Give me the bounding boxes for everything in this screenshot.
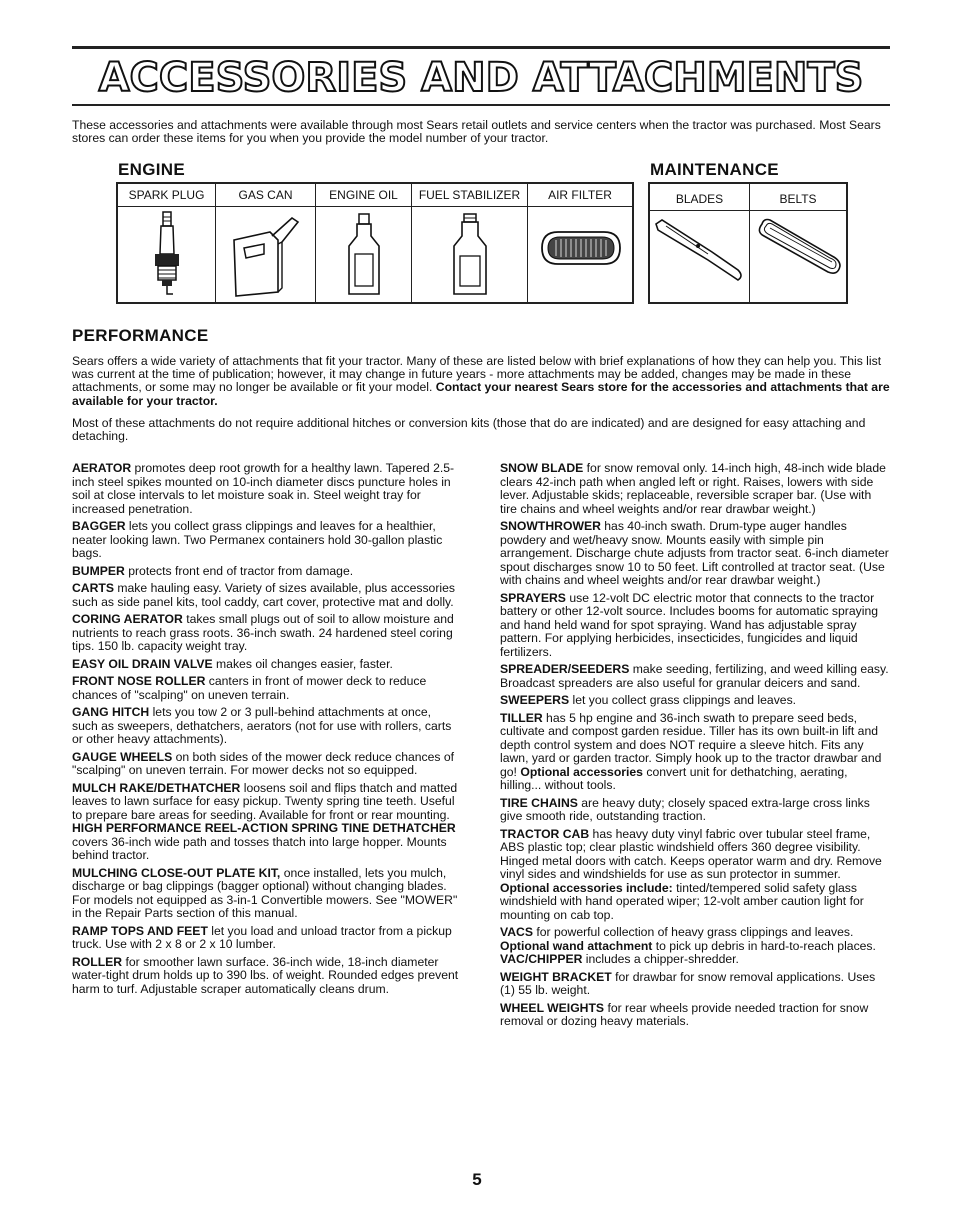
entry-snowthrower: SNOWTHROWER has 40-inch swath. Drum-type auger handles powdery and wet/heavy snow. Mounts easily with simple pin arrangement. Discharge chute adjusts from tractor seat. 6-inch diameter spout discharges snow 10 to 50 feet. Lift controlled at tractor seat. (Use with chains and wheel weights and/or rear drawbar weight.) [500,519,889,587]
engine-cell-gas-can [216,184,316,302]
entry-bumper: BUMPER protects front end of tractor from damage. [72,563,354,578]
maintenance-label: BELTS [750,188,846,211]
entry-aerator: AERATOR promotes deep root growth for a healthy lawn. Tapered 2.5-inch steel spikes mounted on 10-inch diameter discs puncture holes in soil at close intervals to let moisture soak in. Steel weight tray for increased penetration. [72,461,455,516]
performance-paragraph-1 [72,355,892,408]
engine-label: FUEL STABILIZER [412,184,527,207]
top-rule [72,46,890,49]
entry-gang-hitch: GANG HITCH lets you tow 2 or 3 pull-behind attachments at once, such as sweepers, dethatchers, aerators (not for use with rollers, carts or other heavy attachments). [72,705,452,746]
entry-sprayers: SPRAYERS use 12-volt DC electric motor that connects to the tractor battery or other 12-volt source. Includes booms for automatic spraying and hand held wand for spot spraying. Wand has adjustable spray pattern. For applying herbicides, insecticides, fungicides and liquid fertilizers. [500,590,878,659]
engine-label: ENGINE OIL [316,184,411,207]
maintenance-cell-blades [650,184,750,302]
entry-vacs: VACS for powerful collection of heavy grass clippings and leaves. Optional wand attachment to pick up debris in hard-to-reach places. VAC/CHIPPER includes a chipper-shredder. [500,925,876,966]
entry-mulching-close-out-plate-kit: MULCHING CLOSE-OUT PLATE KIT, once installed, lets you mulch, discharge or bag clippings (bagger optional) without changing blades. For models not equipped as 3-in-1 Convertible mowers. See "MOWER" in the Repair Parts section of this manual. [72,865,458,920]
entry-ramp-tops-and-feet: RAMP TOPS AND FEET let you load and unload tractor from a pickup truck. Use with 2 x 8 or 2 x 10 lumber. [72,923,452,951]
intro-text: These accessories and attachments were available through most Sears retail outlets and service centers when the tractor was purchased. Most Sears stores can order these items for you when you provide the model number of your tractor. [72,118,881,145]
entry-carts: CARTS make hauling easy. Variety of sizes available, plus accessories such as side panel kits, tool caddy, cart cover, protective mat and dolly. [72,581,455,609]
engine-cell-fuel-stabilizer [412,184,528,302]
entry-wheel-weights: WHEEL WEIGHTS for rear wheels provide needed traction for snow removal or dozing heavy materials. [500,1000,869,1028]
engine-cell-spark-plug [118,184,216,302]
air-filter-icon [534,210,626,290]
entry-roller: ROLLER for smoother lawn surface. 36-inch wide, 18-inch diameter water-tight drum holds up to 390 lbs. of weight. Rounded edges prevent harm to turf. Adjustable scraper automatically cleans drum. [72,954,459,996]
performance-heading: PERFORMANCE [72,326,209,345]
engine-cell-engine-oil [316,184,412,302]
entry-front-nose-roller: FRONT NOSE ROLLER canters in front of mower deck to reduce chances of "scalping" on uneven terrain. [72,674,427,702]
entry-spreader-seeders: SPREADER/SEEDERS make seeding, fertilizing, and weed killing easy. Broadcast spreaders are also useful for granular deicers and sand. [500,662,889,690]
entry-easy-oil-drain-valve: EASY OIL DRAIN VALVE makes oil changes easier, faster. [72,656,393,671]
blade-icon [652,214,748,294]
oil-bottle-icon [339,210,389,300]
engine-label: AIR FILTER [528,184,632,207]
gas-can-icon [226,210,306,300]
engine-table [116,182,634,304]
maintenance-label: BLADES [650,188,749,211]
performance-p1-text: Sears offers a wide variety of attachments that fit your tractor. Many of these are listed below with brief explanations of how they can help you. This list was current at the time of publication; however, it may change in future years - more attachments may be added, changes may be made in these attachments, or some may no longer be available or fit your model. [72,354,882,395]
right-column [500,462,890,1033]
entry-snow-blade: SNOW BLADE for snow removal only. 14-inch high, 48-inch wide blade clears 42-inch path when angled left or right. Raises, lowers with side lever. Adjustable skids; replaceable, reversible scraper bar. (Use with tire chains and wheel weights and/or rear drawbar weight.) [500,461,886,516]
stabilizer-bottle-icon [440,210,500,300]
left-column [72,462,460,1000]
engine-label: SPARK PLUG [118,184,215,207]
maintenance-heading: MAINTENANCE [650,160,779,179]
spark-plug-icon [147,210,187,300]
entry-coring-aerator: CORING AERATOR takes small plugs out of soil to allow moisture and nutrients to reach grass roots. 36-inch swath. 24 hardened steel coring tips. 150 lb. capacity weight tray. [72,612,454,653]
entry-tiller: TILLER has 5 hp engine and 36-inch swath to prepare seed beds, cultivate and compost garden residue. Tiller has its own built-in lift and depth control system and does NOT require a sleeve hitch. Fits any lawn, yard or garden tractor. Simply hook up to the tractor drawbar and go! Optional accessories convert unit for dethatching, aerating, hilling... without tools. [500,710,882,792]
entry-mulch-rake-dethatcher: MULCH RAKE/DETHATCHER loosens soil and flips thatch and matted leaves to lawn surface for easy pickup. Twenty spring tine teeth. Useful to prepare bare areas for seeding. Available for front or rear mounting. HIGH PERFORMANCE REEL-ACTION SPRING TINE DETHATCHER covers 36-inch wide path and tosses thatch into large hopper. Mounts behind tractor. [72,780,458,862]
engine-heading: ENGINE [118,160,185,179]
maintenance-cell-belts [750,184,846,302]
entry-tire-chains: TIRE CHAINS are heavy duty; closely spaced extra-large cross links give smooth ride, outstanding traction. [500,795,870,823]
entry-bagger: BAGGER lets you collect grass clippings and leaves for a healthier, neater looking lawn. Two Permanex containers hold 30-gallon plastic bags. [72,519,443,560]
entry-sweepers: SWEEPERS let you collect grass clippings and leaves. [500,693,797,707]
entry-gauge-wheels: GAUGE WHEELS on both sides of the mower deck reduce chances of "scalping" on uneven terrain. For mower decks not so equipped. [72,749,455,777]
engine-cell-air-filter [528,184,632,302]
title-rule [72,104,890,106]
entry-weight-bracket: WEIGHT BRACKET for drawbar for snow removal applications. Uses (1) 55 lb. weight. [500,969,876,997]
performance-paragraph-2: Most of these attachments do not require additional hitches or conversion kits (those that do are indicated) and are designed for easy attaching and detaching. [72,416,866,444]
entry-tractor-cab: TRACTOR CAB has heavy duty vinyl fabric over tubular steel frame, ABS plastic top; clear plastic windshield offers 360 degree visibility. Hinged metal doors with catch. Keeps operator warm and dry. Remove vinyl sides and windshields for use as sun protector in summer. Optional accessories include: tinted/tempered solid safety glass windshield with hand operated wiper; 12-volt amber caution light for mounting on cab top. [500,826,882,922]
performance-p1-bold: Contact your nearest Sears store for the accessories and attachments that are available for your tractor. [72,380,890,408]
engine-label: GAS CAN [216,184,315,207]
maintenance-table [648,182,848,304]
page-number: 5 [472,1170,482,1189]
page-title: ACCESSORIES AND ATTACHMENTS [98,55,864,101]
belt-icon [752,214,844,294]
